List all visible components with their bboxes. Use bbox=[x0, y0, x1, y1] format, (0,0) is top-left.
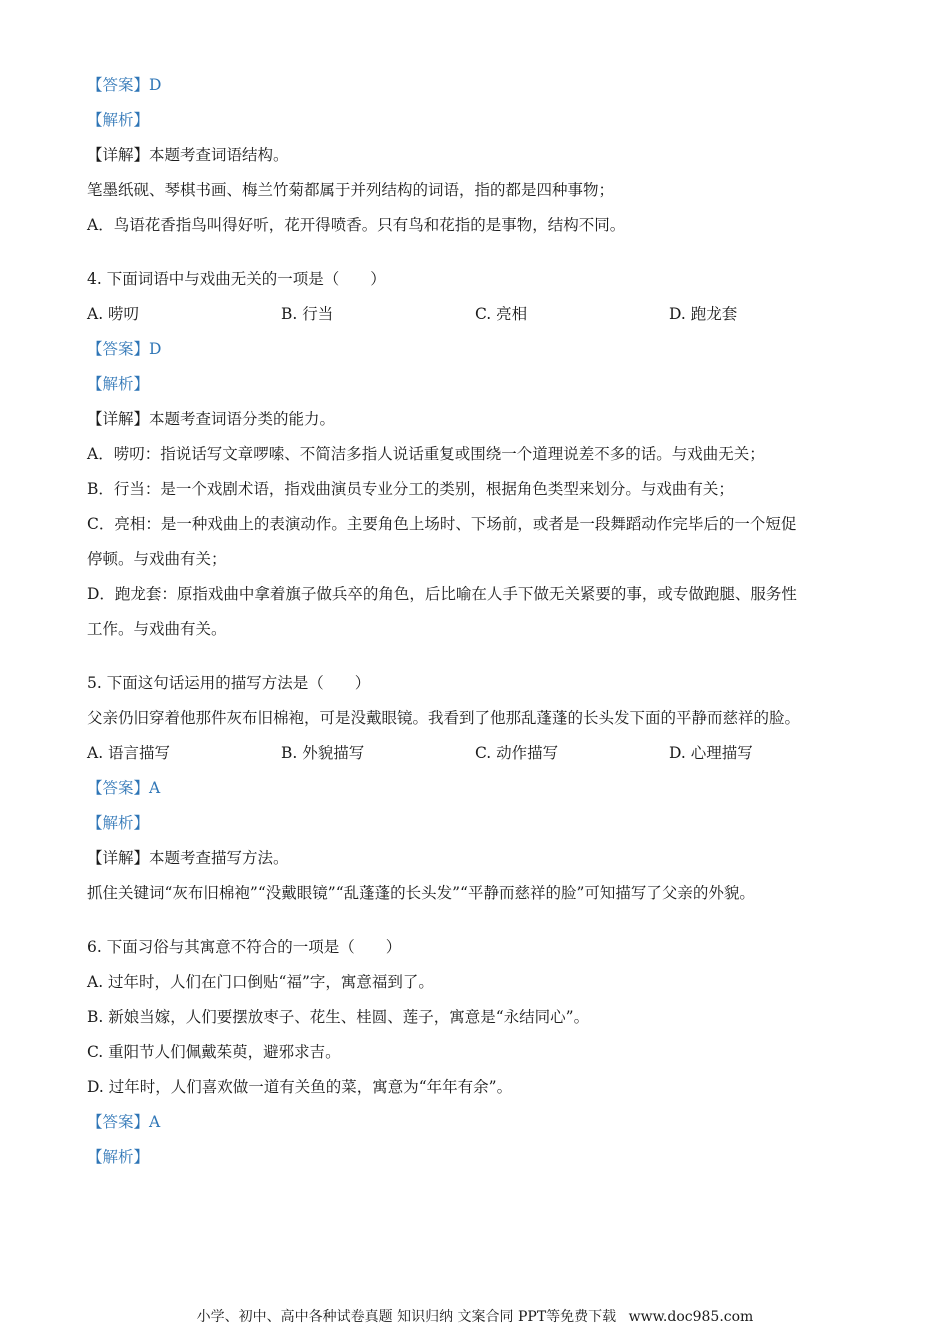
question-5-options bbox=[87, 736, 877, 771]
option-b: B. 新娘当嫁，人们要摆放枣子、花生、桂圆、莲子，寓意是“永结同心”。 bbox=[87, 1008, 590, 1026]
explanation-line: A．鸟语花香指鸟叫得好听，花开得喷香。只有鸟和花指的是事物，结构不同。 bbox=[87, 216, 626, 234]
detail-text: 本题考查词语分类的能力。 bbox=[149, 410, 336, 428]
detail-label: 【详解】 bbox=[87, 849, 150, 867]
answer-value: D bbox=[149, 340, 162, 358]
option-b: B. 外貌描写 bbox=[281, 744, 365, 762]
answer-line-q5 bbox=[87, 771, 877, 806]
detail-line-q3 bbox=[87, 138, 877, 173]
analysis-label-q3: 【解析】 bbox=[87, 111, 150, 129]
page-footer bbox=[0, 1306, 950, 1326]
option-d: D. 心理描写 bbox=[669, 744, 753, 762]
explanation-line: D．跑龙套：原指戏曲中拿着旗子做兵卒的角色，后比喻在人手下做无关紧要的事，或专做跑腿、服务性 bbox=[87, 585, 797, 603]
explanation-line: 停顿。与戏曲有关； bbox=[87, 550, 227, 568]
analysis-label-q5: 【解析】 bbox=[87, 814, 150, 832]
explanation-line: 笔墨纸砚、琴棋书画、梅兰竹菊都属于并列结构的词语，指的都是四种事物； bbox=[87, 181, 615, 199]
explanation-line: A．唠叨：指说话写文章啰嗦、不简洁多指人说话重复或围绕一个道理说差不多的话。与戏曲无关； bbox=[87, 445, 765, 463]
question-5-sentence: 父亲仍旧穿着他那件灰布旧棉袍，可是没戴眼镜。我看到了他那乱蓬蓬的长头发下面的平静而慈祥的脸。 bbox=[87, 709, 801, 727]
answer-value: A bbox=[149, 779, 161, 797]
option-a: A. 过年时，人们在门口倒贴“福”字，寓意福到了。 bbox=[87, 973, 434, 991]
option-a: A. 唠叨 bbox=[87, 305, 140, 323]
footer-text: 小学、初中、高中各种试卷真题 知识归纳 文案合同 PPT等免费下载 bbox=[196, 1309, 617, 1325]
explanation-line: B．行当：是一个戏剧术语，指戏曲演员专业分工的类别，根据角色类型来划分。与戏曲有关； bbox=[87, 480, 734, 498]
option-d: D. 过年时，人们喜欢做一道有关鱼的菜，寓意为“年年有余”。 bbox=[87, 1078, 513, 1096]
analysis-label-q4: 【解析】 bbox=[87, 375, 150, 393]
explanation-line: 抓住关键词“灰布旧棉袍”“没戴眼镜”“乱蓬蓬的长头发”“平静而慈祥的脸”可知描写了父亲的外貌。 bbox=[87, 884, 755, 902]
detail-label: 【详解】 bbox=[87, 410, 150, 428]
analysis-label-q6: 【解析】 bbox=[87, 1148, 150, 1166]
option-c: C. 重阳节人们佩戴茱萸，避邪求吉。 bbox=[87, 1043, 341, 1061]
option-a: A. 语言描写 bbox=[87, 744, 171, 762]
footer-url[interactable]: www.doc985.com bbox=[628, 1309, 754, 1325]
option-d: D. 跑龙套 bbox=[669, 305, 738, 323]
detail-line-q5 bbox=[87, 841, 877, 876]
answer-line-q3 bbox=[87, 68, 877, 103]
option-b: B. 行当 bbox=[281, 305, 334, 323]
explanation-line: 工作。与戏曲有关。 bbox=[87, 620, 227, 638]
detail-text: 本题考查描写方法。 bbox=[149, 849, 289, 867]
question-5-stem: 5. 下面这句话运用的描写方法是（ ） bbox=[87, 674, 371, 692]
detail-text: 本题考查词语结构。 bbox=[149, 146, 289, 164]
detail-line-q4 bbox=[87, 402, 877, 437]
document-page bbox=[87, 68, 877, 1175]
question-4-stem: 4. 下面词语中与戏曲无关的一项是（ ） bbox=[87, 270, 386, 288]
answer-label: 【答案】 bbox=[87, 340, 150, 358]
option-c: C. 亮相 bbox=[475, 305, 528, 323]
question-6-stem: 6. 下面习俗与其寓意不符合的一项是（ ） bbox=[87, 938, 402, 956]
answer-value: D bbox=[149, 76, 162, 94]
explanation-line: C．亮相：是一种戏曲上的表演动作。主要角色上场时、下场前，或者是一段舞蹈动作完毕后的一个短促 bbox=[87, 515, 797, 533]
option-c: C. 动作描写 bbox=[475, 744, 559, 762]
question-4-options bbox=[87, 297, 877, 332]
answer-label: 【答案】 bbox=[87, 76, 150, 94]
answer-label: 【答案】 bbox=[87, 1113, 150, 1131]
answer-label: 【答案】 bbox=[87, 779, 150, 797]
answer-line-q4 bbox=[87, 332, 877, 367]
detail-label: 【详解】 bbox=[87, 146, 150, 164]
answer-value: A bbox=[149, 1113, 161, 1131]
answer-line-q6 bbox=[87, 1105, 877, 1140]
